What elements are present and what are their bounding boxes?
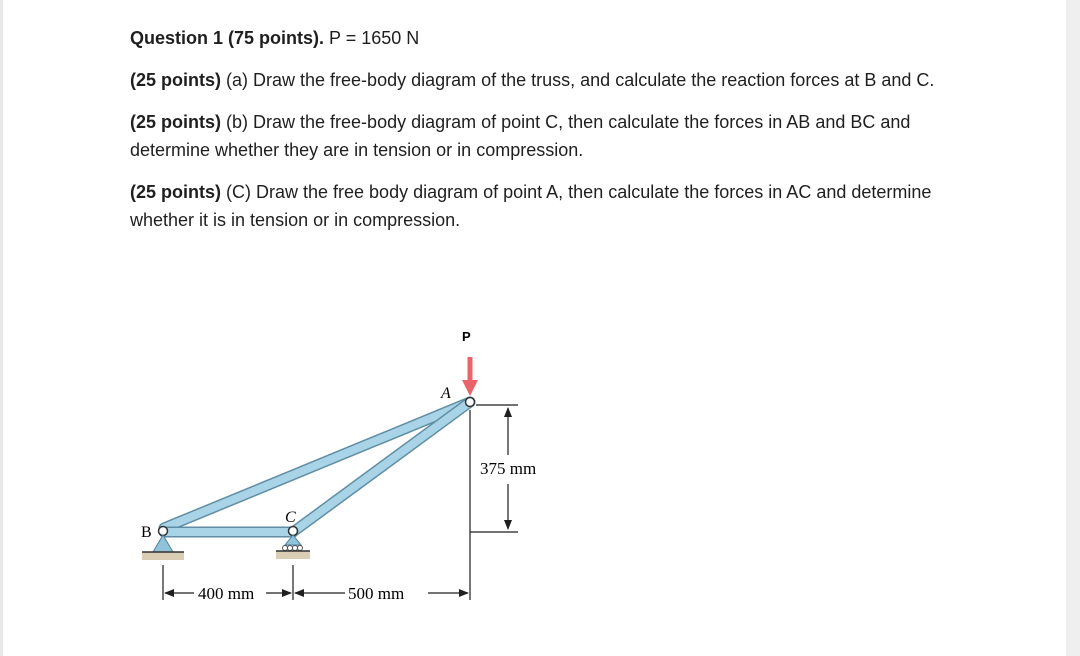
part-b-text: (b) Draw the free-body diagram of point C, then calculate the forces in AB and BC and determine whether they are in tension or in compression. [130,112,911,160]
question-title-bold: Question 1 (75 points). [130,28,325,48]
part-a-text: (a) Draw the free-body diagram of the truss, and calculate the reaction forces at B and C. [221,70,935,90]
truss-members [164,402,470,532]
joint-c-label: C [285,509,296,526]
dimension-right-label: 500 mm [348,584,405,603]
joint-b-label: B [141,524,152,541]
joint-c-pin [289,527,298,536]
part-b-points: (25 points) [130,112,222,132]
dimension-height [470,405,518,600]
load-label: P [462,329,471,344]
part-c-points: (25 points) [130,182,222,202]
question-load-value: P = 1650 N [324,28,420,48]
dimension-height-label: 375 mm [480,459,537,478]
dimension-left-label: 400 mm [198,584,255,603]
support-c [276,535,310,559]
joint-a-pin [466,398,475,407]
part-c-text: (C) Draw the free body diagram of point A, then calculate the forces in AC and determine whether it is in tension or in compression. [130,182,932,230]
joint-a-label: A [441,385,451,402]
part-a-points: (25 points) [130,70,222,90]
load-arrow [462,357,478,396]
